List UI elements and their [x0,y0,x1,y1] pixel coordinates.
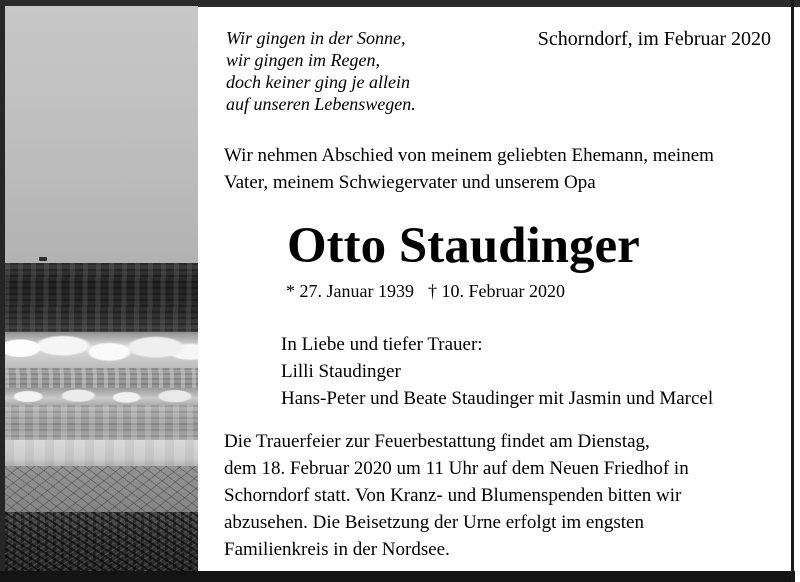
photo-sand [5,466,198,512]
verse-line: Wir gingen in der Sonne, [226,28,406,48]
details-line: Schorndorf statt. Von Kranz- und Blumenspenden bitten wir [224,485,682,506]
funeral-details [224,428,689,563]
beach-photo [0,6,198,571]
photo-sky [5,6,198,263]
photo-foam-line [5,388,198,405]
mourning-heading: In Liebe und tiefer Trauer: [281,334,483,355]
details-line: Familienkreis in der Nordsee. [224,539,450,560]
life-dates [286,281,565,302]
mourner-name: Hans-Peter und Beate Staudinger mit Jasmin und Marcel [281,388,714,409]
photo-breaking-wave [5,332,198,368]
photo-surf-water [5,368,198,388]
farewell-text [224,142,714,196]
memorial-verse [226,27,416,115]
birth-date: * 27. Januar 1939 [286,281,414,301]
death-date: † 10. Februar 2020 [427,281,565,301]
details-line: abzusehen. Die Beisetzung der Urne erfolgt im engsten [224,512,644,533]
photo-shallow-water [5,405,198,440]
bottom-border-bar [0,571,795,582]
mourner-name: Lilli Staudinger [281,361,401,382]
photo-dark-shore [5,512,198,571]
details-line: Die Trauerfeier zur Feuerbestattung findet am Dienstag, [224,431,650,452]
verse-line: wir gingen im Regen, [226,50,380,70]
horizon-ship-dot [39,257,47,261]
mourners-block [281,331,713,412]
photo-wet-sand [5,440,198,466]
details-line: dem 18. Februar 2020 um 11 Uhr auf dem Neuen Friedhof in [224,458,689,479]
place-dateline: Schorndorf, im Februar 2020 [537,28,771,50]
deceased-name: Otto Staudinger [287,218,640,274]
verse-line: doch keiner ging je allein [226,72,410,92]
photo-dark-sea [5,263,198,332]
farewell-line: Wir nehmen Abschied von meinem geliebten Ehemann, meinem [224,145,714,166]
right-border-line [791,0,794,582]
verse-line: auf unseren Lebenswegen. [226,94,416,114]
farewell-line: Vater, meinem Schwiegervater und unserem Opa [224,172,596,193]
